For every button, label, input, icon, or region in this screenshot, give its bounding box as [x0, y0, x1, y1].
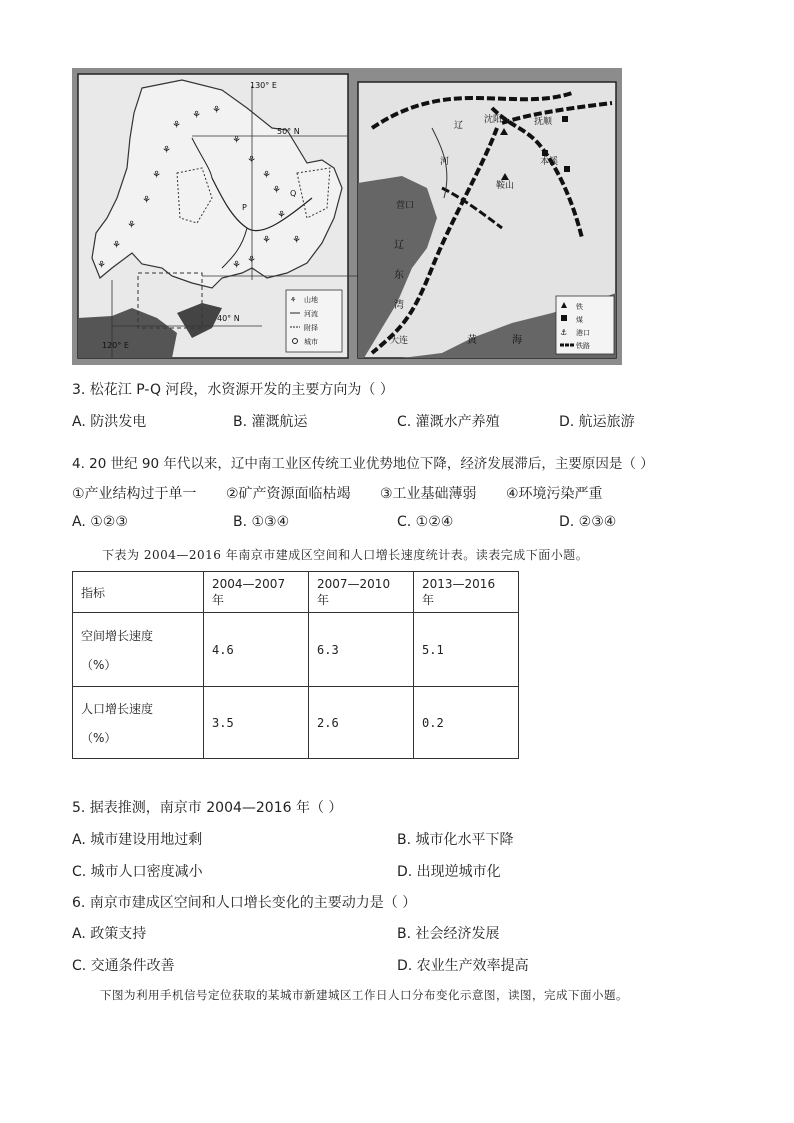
map-figure: [72, 68, 622, 365]
q4-item-4: ④环境污染严重: [506, 486, 603, 502]
table-cell: 4.6: [204, 613, 309, 687]
row-label: [73, 687, 204, 759]
legend-mountain: 山地: [304, 296, 318, 304]
q4-option-a[interactable]: A. ①②③: [72, 514, 128, 530]
label-lon-top: 130° E: [250, 81, 277, 90]
label-lat-40: 40° N: [217, 314, 240, 323]
q3-option-a[interactable]: A. 防洪发电: [72, 414, 147, 430]
q3-option-d[interactable]: D. 航运旅游: [559, 414, 635, 430]
label-anshan: 鞍山: [496, 181, 515, 191]
label-gulf-2: 东: [394, 270, 404, 281]
svg-text:⚘: ⚘: [292, 235, 301, 246]
legend-plain: 附择: [304, 324, 318, 332]
q6-option-b[interactable]: B. 社会经济发展: [397, 926, 500, 942]
legend-coal: 煤: [576, 316, 583, 324]
legend-coal-icon: [561, 315, 567, 321]
legend-mountain-icon: ⚘: [290, 296, 297, 304]
table-cell: 3.5: [204, 687, 309, 759]
svg-text:⚘: ⚘: [172, 120, 181, 131]
q5-stem: 5. 据表推测，南京市 2004—2016 年（ ）: [72, 800, 343, 816]
q4-item-1: ①产业结构过于单一: [72, 486, 197, 502]
table-cell: 5.1: [414, 613, 519, 687]
legend-railway: 铁路: [576, 342, 590, 350]
growth-table: [72, 571, 519, 759]
svg-text:⚘: ⚘: [192, 110, 201, 121]
q6-stem: 6. 南京市建成区空间和人口增长变化的主要动力是（ ）: [72, 895, 417, 911]
table-header-cell: 指标: [73, 572, 204, 613]
label-point-p: P: [242, 203, 247, 212]
legend-city: 城市: [304, 338, 318, 346]
table-cell: 0.2: [414, 687, 519, 759]
svg-text:⚘: ⚘: [112, 240, 121, 251]
label-lon-bottom: 120° E: [102, 341, 129, 350]
label-gulf-3: 湾: [394, 300, 404, 311]
table-cell: 6.3: [309, 613, 414, 687]
label-shenyang: 沈阳: [484, 115, 503, 125]
q5-option-a[interactable]: A. 城市建设用地过剩: [72, 832, 203, 848]
legend-river: 河流: [304, 310, 318, 318]
table-row: [73, 613, 519, 687]
next-intro: 下图为利用手机信号定位获取的某城市新建城区工作日人口分布变化示意图，读图，完成下面小题。: [100, 988, 628, 1002]
q6-option-c[interactable]: C. 交通条件改善: [72, 958, 175, 974]
table-header-row: [73, 572, 519, 613]
left-legend: [286, 290, 342, 352]
coal-symbol-benxi-2: [564, 166, 570, 172]
svg-text:⚘: ⚘: [232, 260, 241, 271]
legend-iron: 铁: [576, 303, 583, 311]
svg-text:⚘: ⚘: [272, 185, 281, 196]
label-gulf-1: 辽: [394, 240, 404, 251]
svg-text:⚘: ⚘: [247, 155, 256, 166]
svg-text:⚘: ⚘: [232, 135, 241, 146]
svg-text:⚘: ⚘: [247, 255, 256, 266]
svg-text:⚘: ⚘: [152, 170, 161, 181]
q3-option-c[interactable]: C. 灌溉水产养殖: [397, 414, 500, 430]
right-legend: [556, 296, 614, 354]
table-header-cell: 2004—2007 年: [204, 572, 309, 613]
legend-port-icon: ⚓: [560, 328, 568, 337]
q4-stem: 4. 20 世纪 90 年代以来，辽中南工业区传统工业优势地位下降，经济发展滞后，主要原因是（ ）: [72, 456, 654, 472]
label-hai: 海: [512, 335, 522, 346]
q6-option-d[interactable]: D. 农业生产效率提高: [397, 958, 529, 974]
right-map: [358, 82, 616, 358]
svg-text:⚘: ⚘: [127, 220, 136, 231]
table-intro: 下表为 2004—2016 年南京市建成区空间和人口增长速度统计表。读表完成下面小题。: [102, 548, 589, 562]
q5-option-d[interactable]: D. 出现逆城市化: [397, 864, 501, 880]
q3-stem: 3. 松花江 P-Q 河段，水资源开发的主要方向为（ ）: [72, 382, 394, 398]
svg-text:⚘: ⚘: [277, 210, 286, 221]
table-row: [73, 687, 519, 759]
q5-option-c[interactable]: C. 城市人口密度减小: [72, 864, 203, 880]
table-header-cell: 2013—2016 年: [414, 572, 519, 613]
coal-symbol-fushun: [562, 116, 568, 122]
label-benxi: 本溪: [540, 157, 559, 167]
q4-option-d[interactable]: D. ②③④: [559, 514, 617, 530]
row-label-line2: （%）: [81, 730, 117, 745]
label-point-q: Q: [290, 189, 297, 198]
q6-option-a[interactable]: A. 政策支持: [72, 926, 147, 942]
row-label-line1: 空间增长速度: [81, 628, 154, 643]
q4-item-2: ②矿产资源面临枯竭: [226, 486, 351, 502]
svg-text:⚘: ⚘: [142, 195, 151, 206]
map-figure-svg: [72, 68, 622, 365]
svg-text:⚘: ⚘: [97, 260, 106, 271]
legend-port: 港口: [576, 329, 590, 337]
q5-option-b[interactable]: B. 城市化水平下降: [397, 832, 514, 848]
row-label-line1: 人口增长速度: [81, 701, 154, 716]
svg-text:⚘: ⚘: [262, 170, 271, 181]
left-map: [78, 74, 362, 358]
svg-text:⚘: ⚘: [212, 105, 221, 116]
label-liao: 辽: [454, 121, 464, 131]
svg-text:⚘: ⚘: [162, 145, 171, 156]
q4-item-3: ③工业基础薄弱: [380, 486, 477, 502]
coal-symbol-benxi-1: [542, 150, 548, 156]
table-cell: 2.6: [309, 687, 414, 759]
label-yingkou: 营口: [396, 201, 415, 211]
q3-option-b[interactable]: B. 灌溉航运: [233, 414, 308, 430]
label-fushun: 抚顺: [534, 117, 553, 127]
label-huang: 黄: [467, 335, 477, 346]
table-header-cell: 2007—2010 年: [309, 572, 414, 613]
svg-text:⚘: ⚘: [262, 235, 271, 246]
q4-option-c[interactable]: C. ①②④: [397, 514, 454, 530]
row-label: [73, 613, 204, 687]
label-dalian: 大连: [390, 336, 409, 346]
row-label-line2: （%）: [81, 657, 117, 672]
label-lat-50: 50° N: [277, 127, 300, 136]
q4-option-b[interactable]: B. ①③④: [233, 514, 290, 530]
label-he: 河: [440, 157, 450, 167]
